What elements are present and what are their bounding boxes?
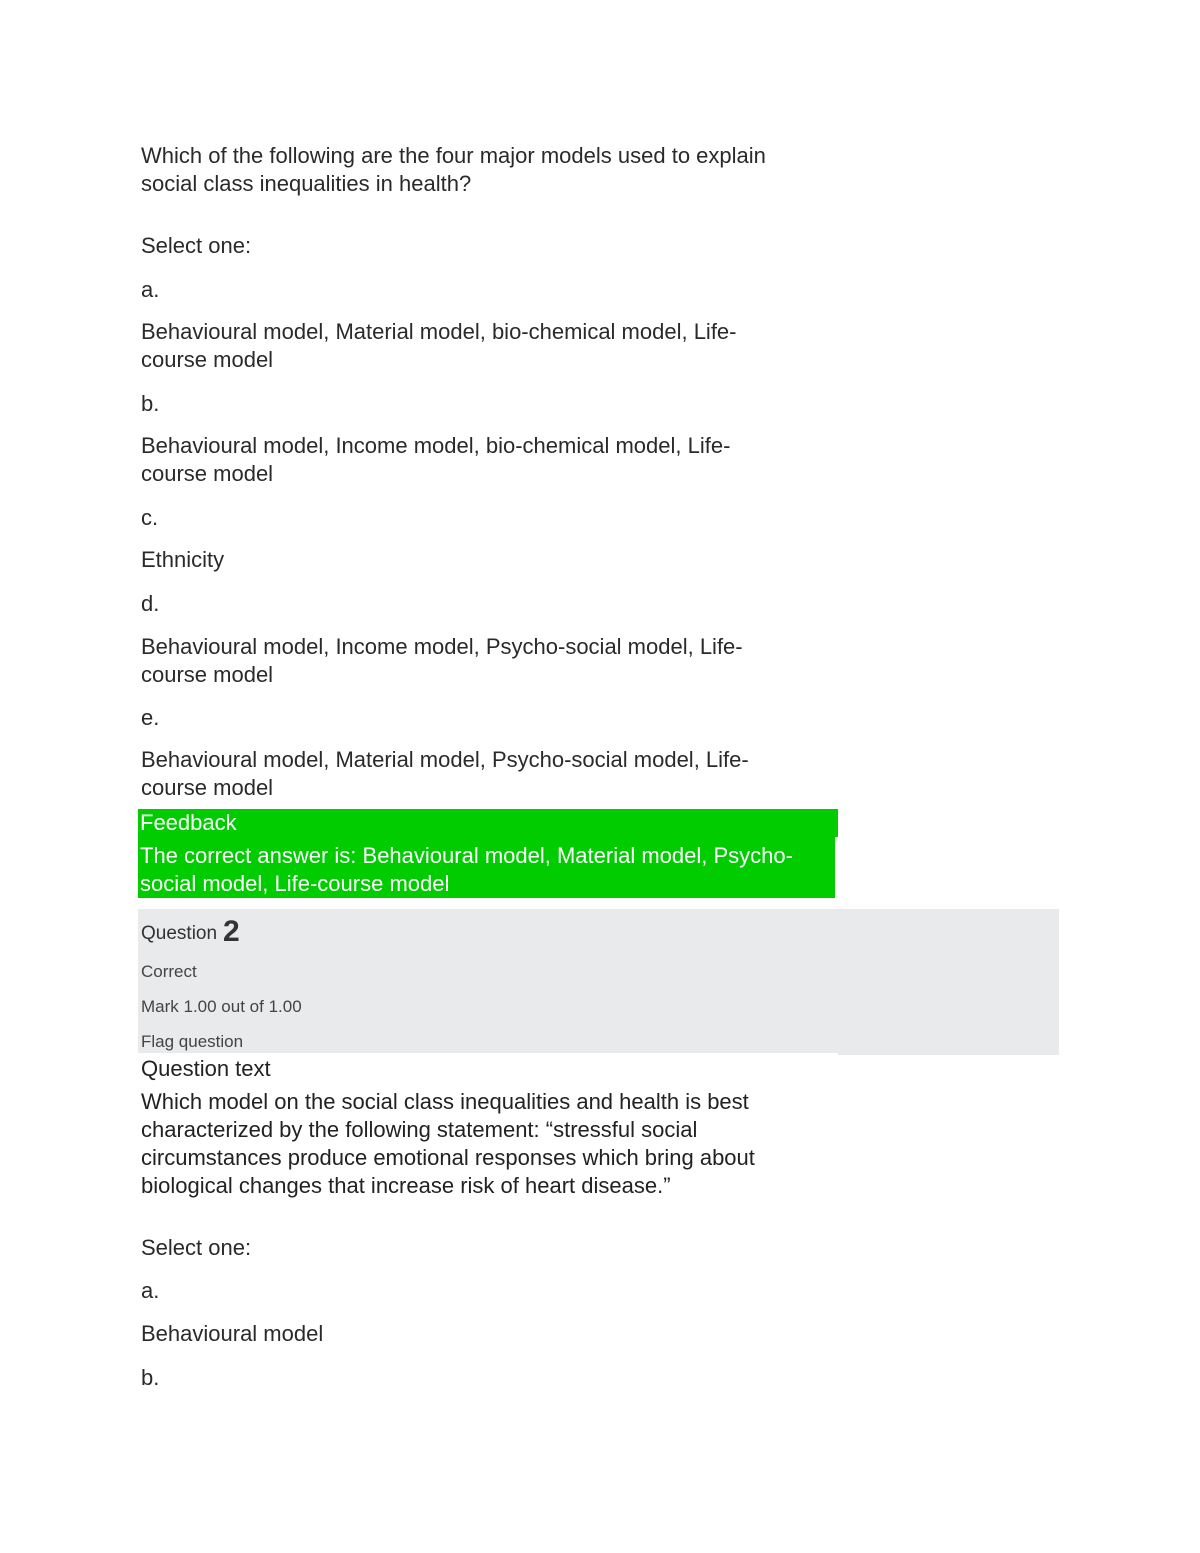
question-2-option-a-letter[interactable]: a. — [141, 1278, 160, 1303]
question-2-option-a-text[interactable]: Behavioural model — [141, 1321, 324, 1346]
question-1-select-label: Select one: — [141, 233, 252, 258]
question-2-heading — [141, 915, 240, 948]
question-1-option-a-letter[interactable]: a. — [141, 277, 160, 302]
question-label: Question — [141, 923, 218, 944]
question-1-option-c-letter[interactable]: c. — [141, 505, 159, 530]
question-1-option-c-text[interactable]: Ethnicity — [141, 547, 225, 572]
flag-question-link[interactable]: Flag question — [141, 1032, 244, 1051]
feedback-title: Feedback — [140, 810, 237, 835]
question-1-option-b-letter[interactable]: b. — [141, 391, 160, 416]
question-1-option-e-text[interactable]: Behavioural model, Material model, Psycho-social model, Life- course model — [141, 747, 749, 800]
question-1-option-d-letter[interactable]: d. — [141, 591, 160, 616]
question-1-option-d-text[interactable]: Behavioural model, Income model, Psycho-social model, Life- course model — [141, 634, 743, 687]
feedback-highlight-top — [138, 809, 838, 837]
question-number: 2 — [223, 915, 240, 948]
question-1-text: Which of the following are the four major models used to explain social class inequalities in health? — [141, 143, 766, 196]
question-2-select-label: Select one: — [141, 1235, 252, 1260]
question-1-option-a-text[interactable]: Behavioural model, Material model, bio-chemical model, Life- course model — [141, 319, 737, 372]
question-1-option-e-letter[interactable]: e. — [141, 705, 160, 730]
question-2-info-panel — [138, 909, 1059, 1055]
question-1-option-b-text[interactable]: Behavioural model, Income model, bio-chemical model, Life- course model — [141, 433, 731, 486]
question-2-text-label: Question text — [141, 1056, 271, 1081]
question-2-option-b-letter[interactable]: b. — [141, 1365, 160, 1390]
question-2-status: Correct — [141, 962, 197, 981]
feedback-correct-answer: The correct answer is: Behavioural model, Material model, Psycho- social model, Life-course model — [140, 843, 793, 896]
question-2-mark: Mark 1.00 out of 1.00 — [141, 997, 302, 1016]
question-2-text: Which model on the social class inequalities and health is best characterized by the following statement: “stressful social circumstances produce emotional responses which bring about biological changes that increase risk of heart disease.” — [141, 1089, 755, 1198]
